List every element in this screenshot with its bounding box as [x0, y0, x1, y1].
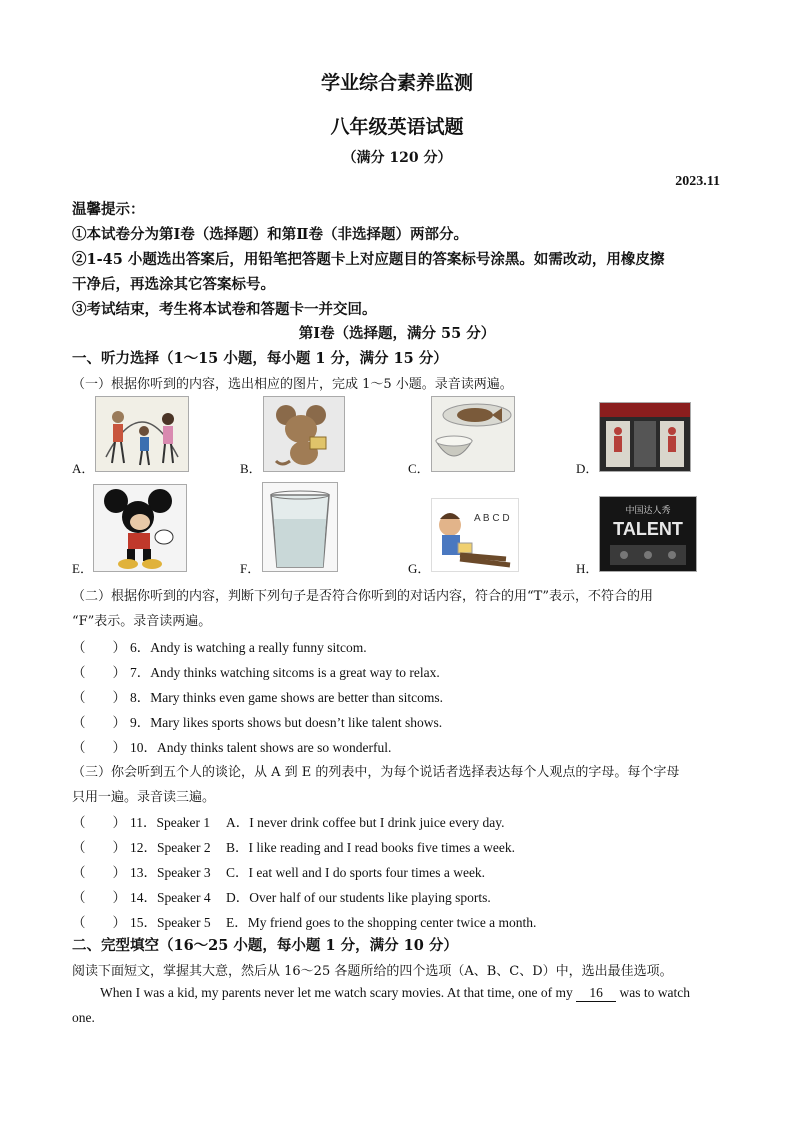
section1-sub3b: 只用一遍。录音读三遍。: [72, 790, 216, 805]
exam-subtitle: 八年级英语试题: [330, 116, 464, 138]
talent-show-cn-label: 中国达人秀: [625, 506, 671, 516]
match-question-12: [72, 836, 515, 856]
section1-sub1: （一）根据你听到的内容，选出相应的图片，完成 1～5 小题。录音读两遍。: [72, 377, 513, 392]
passage-line-2: one.: [72, 1010, 95, 1025]
option-letter-b: B．: [240, 461, 262, 476]
total-score: （满分 120 分）: [342, 150, 452, 166]
match-option: A．I never drink coffee but I drink juice every day.: [226, 815, 505, 830]
tf-question-text: 8．Mary thinks even game shows are better than sitcoms.: [130, 690, 444, 705]
picture-h: [599, 496, 697, 572]
section1-sub2a: （二）根据你听到的内容，判断下列句子是否符合你听到的对话内容，符合的用“T”表示，不符合的用: [72, 589, 653, 604]
cartoon-mouse-icon: [264, 397, 344, 471]
glass-of-water-icon: [263, 483, 337, 571]
tf-question-8: [72, 686, 443, 706]
kids-jumping-rope-icon: [96, 397, 188, 471]
exam-title: 学业综合素养监测: [320, 72, 473, 94]
picture-e: [93, 484, 187, 572]
match-option: B．I like reading and I read books five times a week.: [226, 840, 516, 855]
notice-item-1: ①本试卷分为第Ⅰ卷（选择题）和第Ⅱ卷（非选择题）两部分。: [72, 226, 469, 243]
answer-paren: （ ）: [72, 690, 126, 705]
tf-question-text: 6．Andy is watching a really funny sitcom.: [130, 640, 367, 655]
option-letter-c: C．: [408, 461, 430, 476]
tf-question-10: [72, 736, 391, 756]
match-option: C．I eat well and I do sports four times a week.: [226, 865, 486, 880]
option-letter-a: A．: [72, 461, 95, 476]
match-question-13: [72, 861, 485, 881]
match-question-11: [72, 811, 505, 831]
answer-paren: （ ）: [72, 890, 126, 905]
answer-paren: （ ）: [72, 665, 126, 680]
talent-show-en-label: TALENT: [613, 519, 683, 539]
match-option: E．My friend goes to the shopping center twice a month.: [226, 915, 537, 930]
picture-a: [95, 396, 189, 472]
tf-question-text: 10．Andy thinks talent shows are so wonderful.: [130, 740, 392, 755]
option-letter-e: E．: [72, 561, 93, 576]
picture-c: [431, 396, 515, 472]
option-letter-g: G．: [408, 561, 431, 576]
answer-paren: （ ）: [72, 815, 126, 830]
answer-paren: （ ）: [72, 715, 126, 730]
match-option: D．Over half of our students like playing sports.: [226, 890, 491, 905]
passage-text-cont: was to watch: [619, 985, 690, 1000]
option-letter-h: H．: [576, 561, 599, 576]
picture-g: [431, 498, 519, 572]
tf-question-6: [72, 636, 367, 656]
tf-question-7: [72, 661, 440, 681]
mickey-mouse-icon: [94, 485, 186, 571]
tf-question-text: 9．Mary likes sports shows but doesn’t like talent shows.: [130, 715, 443, 730]
tf-question-9: [72, 711, 442, 731]
exam-date: 2023.11: [675, 174, 720, 189]
option-letter-f: F．: [240, 561, 261, 576]
match-question-15: [72, 911, 536, 931]
part1-heading: 第Ⅰ卷（选择题，满分 55 分）: [298, 325, 496, 342]
notice-heading: 温馨提示：: [72, 201, 145, 218]
speaker-label: 15．Speaker 5: [130, 915, 211, 930]
abcd-letters: A B C D: [474, 513, 510, 524]
answer-paren: （ ）: [72, 740, 126, 755]
fish-and-rice-icon: [432, 397, 514, 471]
speaker-label: 12．Speaker 2: [130, 840, 211, 855]
speaker-label: 14．Speaker 4: [130, 890, 211, 905]
section1-sub3a: （三）你会听到五个人的谈论，从 A 到 E 的列表中，为每个说话者选择表达每个人观点的字母。每个字母: [72, 765, 680, 780]
notice-item-2b: 干净后，再选涂其它答案标号。: [72, 276, 275, 293]
passage-text: When I was a kid, my parents never let me watch scary movies. At that time, one of my: [100, 985, 573, 1000]
talent-show-stage-icon: [600, 497, 696, 571]
blank-16[interactable]: 16: [576, 985, 616, 1002]
passage-line-1: [100, 985, 690, 1002]
speaker-label: 11．Speaker 1: [130, 815, 211, 830]
tf-question-text: 7．Andy thinks watching sitcoms is a great way to relax.: [130, 665, 440, 680]
option-letter-d: D．: [576, 461, 599, 476]
answer-paren: （ ）: [72, 915, 126, 930]
speaker-label: 13．Speaker 3: [130, 865, 211, 880]
picture-f: [262, 482, 338, 572]
section1-heading: 一、听力选择（1～15 小题，每小题 1 分，满分 15 分）: [72, 350, 448, 367]
section2-instruction: 阅读下面短文，掌握其大意，然后从 16～25 各题所给的四个选项（A、B、C、D）中，选出最佳选项。: [72, 964, 673, 979]
notice-item-2a: ②1-45 小题选出答案后，用铅笔把答题卡上对应题目的答案标号涂黑。如需改动，用橡皮擦: [72, 251, 665, 268]
picture-d: [599, 402, 691, 472]
answer-paren: （ ）: [72, 640, 126, 655]
answer-paren: （ ）: [72, 865, 126, 880]
answer-paren: （ ）: [72, 840, 126, 855]
picture-b: [263, 396, 345, 472]
notice-item-3: ③考试结束，考生将本试卷和答题卡一并交回。: [72, 301, 377, 318]
section1-sub2b: “F”表示。录音读两遍。: [72, 614, 212, 629]
clothing-store-icon: [600, 403, 690, 471]
boy-reading-abcd-icon: [432, 499, 518, 571]
section2-heading: 二、完型填空（16～25 小题，每小题 1 分，满分 10 分）: [72, 937, 458, 954]
match-question-14: [72, 886, 491, 906]
